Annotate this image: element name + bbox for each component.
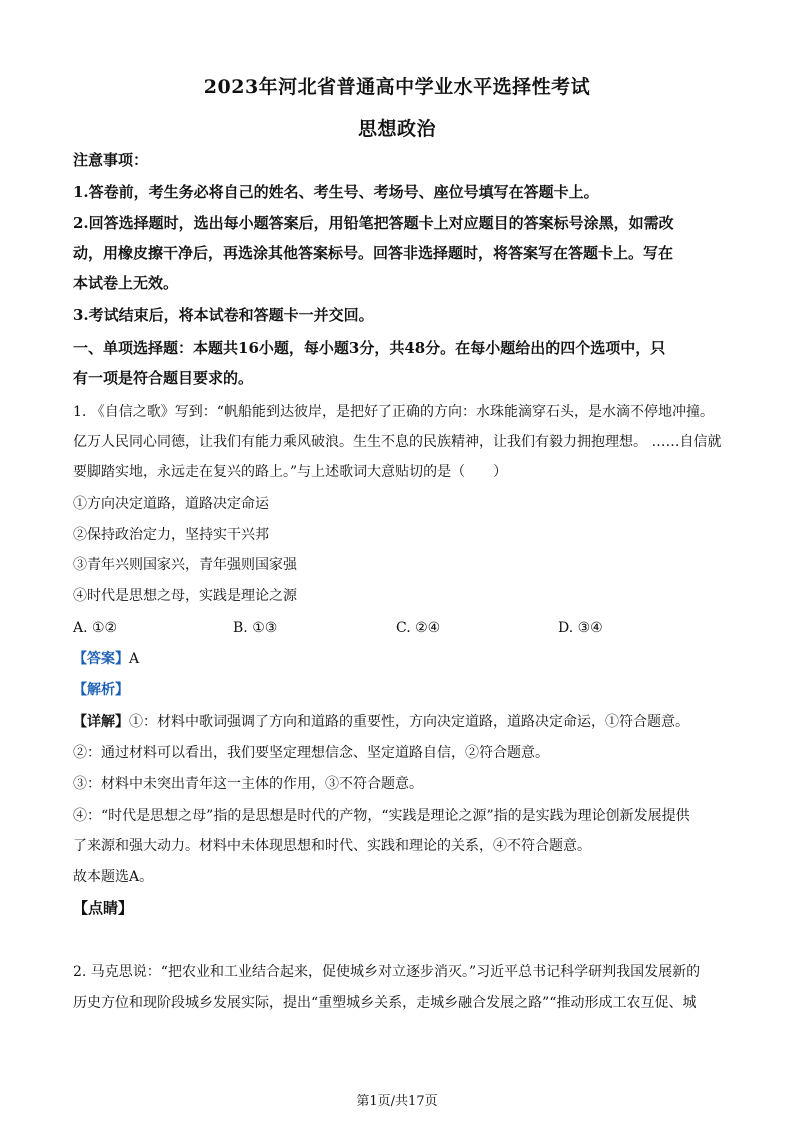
- section-heading-line-2: 有一项是符合题目要求的。: [73, 369, 254, 387]
- notice-heading: 注意事项：: [73, 151, 149, 169]
- q1-statement-4: ④时代是思想之母，实践是理论之源: [73, 588, 297, 604]
- q1-statement-1: ①方向决定道路，道路决定命运: [73, 496, 269, 512]
- q1-analysis: 【解析】: [73, 682, 129, 698]
- q1-statement-2: ②保持政治定力，坚持实干兴邦: [73, 527, 269, 543]
- notice-item-2-line-3: 本试卷上无效。: [73, 274, 179, 292]
- answer-label: 答案: [87, 651, 115, 667]
- q1-detail-line-2: ②：通过材料可以看出，我们要坚定理想信念、坚定道路自信，②符合题意。: [73, 745, 549, 761]
- q1-detail-line-4: ④：“时代是思想之母”指的是思想是时代的产物，“实践是理论之源”指的是实践为理论创新发展提供: [73, 808, 690, 824]
- notice-item-3: 3.考试结束后，将本试卷和答题卡一并交回。: [73, 306, 374, 324]
- notice-item-2-line-2: 动，用橡皮擦干净后，再选涂其他答案标号。回答非选择题时，将答案写在答题卡上。写在: [73, 244, 674, 262]
- q1-detail-line-3: ③：材料中未突出青年这一主体的作用，③不符合题意。: [73, 776, 423, 792]
- q1-detail-line-5: 了来源和强大动力。材料中未体现思想和时代、实践和理论的关系，④不符合题意。: [73, 838, 591, 854]
- section-heading-line-1: 一、单项选择题：本题共16小题，每小题3分，共48分。在每小题给出的四个选项中，只: [73, 339, 666, 357]
- q1-stem-line-3: 要脚踏实地，永远走在复兴的路上。”与上述歌词大意贴切的是（ ）: [73, 464, 508, 480]
- comment-label: 点睛: [88, 899, 119, 917]
- subject-title: 思想政治: [357, 118, 436, 140]
- q1-statement-3: ③青年兴则国家兴，青年强则国家强: [73, 557, 297, 573]
- detail-text-1: ①：材料中歌词强调了方向和道路的重要性，方向决定道路，道路决定命运，①符合题意。: [129, 714, 689, 730]
- notice-item-1: 1.答卷前，考生务必将自己的姓名、考生号、考场号、座位号填写在答题卡上。: [73, 183, 599, 201]
- notice-item-2-line-1: 2.回答选择题时，选出每小题答案后，用铅笔把答题卡上对应题目的答案标号涂黑，如需改: [73, 214, 674, 232]
- q2-stem-line-1: 2. 马克思说：“把农业和工业结合起来，促使城乡对立逐步消灭。”习近平总书记科学研判我国发展新的: [73, 964, 701, 980]
- q1-option-d: D. ③④: [558, 620, 603, 636]
- q2-stem-line-2: 历史方位和现阶段城乡发展实际，提出“重塑城乡关系，走城乡融合发展之路”“推动形成工农互促、城: [73, 995, 697, 1011]
- q1-option-a: A. ①②: [73, 620, 118, 636]
- answer-value: A: [129, 651, 140, 667]
- exam-title: 2023年河北省普通高中学业水平选择性考试: [203, 76, 591, 98]
- q1-option-c: C. ②④: [396, 620, 441, 636]
- q1-detail-line-1: 【详解】①：材料中歌词强调了方向和道路的重要性，方向决定道路，道路决定命运，①符合题意。: [73, 714, 689, 730]
- detail-label: 详解: [87, 714, 115, 730]
- q1-comment: 【点睛】: [73, 899, 134, 917]
- page-number: 第1页/共17页: [356, 1094, 438, 1109]
- q1-stem-line-1: 1. 《自信之歌》写到：“帆船能到达彼岸，是把好了正确的方向：水珠能滴穿石头，是水滴不停地冲撞。: [73, 404, 714, 420]
- q1-conclusion: 故本题选A。: [73, 869, 154, 885]
- q1-answer: 【答案】A: [73, 651, 140, 667]
- analysis-label: 解析: [87, 682, 115, 698]
- q1-stem-line-2: 亿万人民同心同德，让我们有能力乘风破浪。生生不息的民族精神，让我们有毅力拥抱理想。 ……自信就: [73, 434, 722, 450]
- q1-option-b: B. ①③: [233, 620, 278, 636]
